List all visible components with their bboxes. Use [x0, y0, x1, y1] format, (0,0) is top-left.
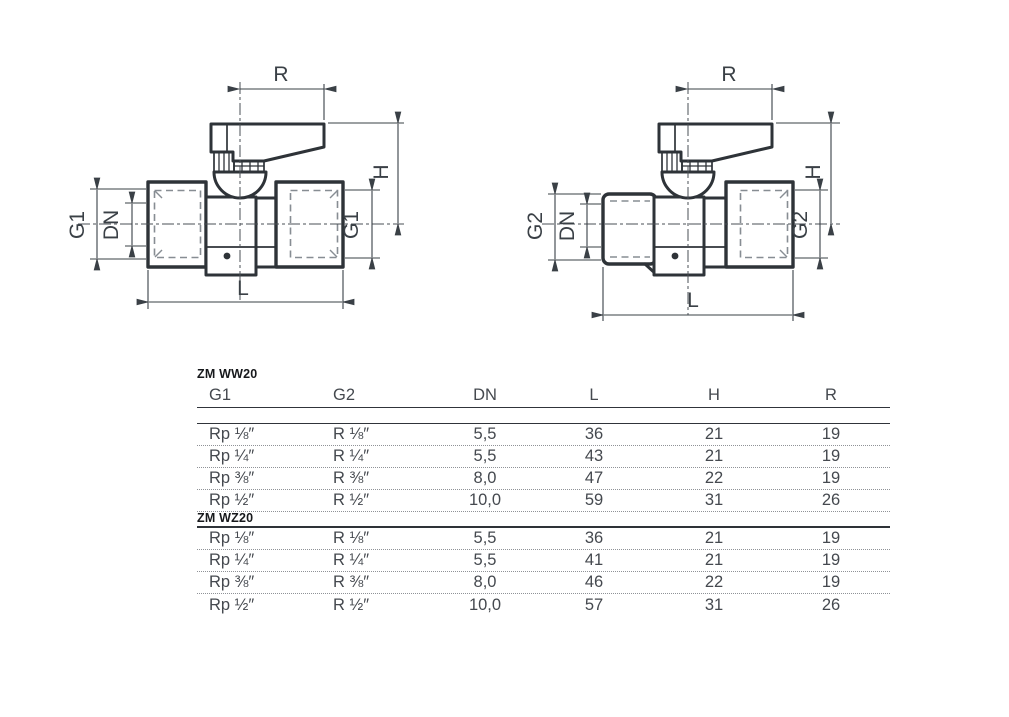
- cell-h: 31: [704, 595, 724, 614]
- male-threaded-port: [603, 194, 656, 264]
- dim-label-dn: DN: [556, 210, 579, 242]
- dim-label-dn: DN: [100, 209, 123, 241]
- cell-g2: R ⅜″: [333, 573, 370, 591]
- dimension-dn: [556, 204, 601, 247]
- valve-ww20-drawing: [66, 63, 404, 309]
- cell-r: 26: [821, 595, 841, 614]
- table-row: [197, 572, 890, 594]
- cell-h: 22: [704, 469, 724, 487]
- valve-body: [148, 124, 343, 275]
- valve-handle: [659, 124, 772, 161]
- cell-h: 21: [704, 447, 724, 465]
- cell-l: 46: [584, 573, 604, 591]
- dim-label-h: H: [802, 164, 825, 180]
- dimension-r: [240, 63, 324, 120]
- dim-label-r: R: [721, 63, 737, 86]
- dim-label-r: R: [273, 63, 289, 86]
- header-spacer: [197, 408, 890, 424]
- cell-l: 43: [584, 447, 604, 465]
- cell-dn: 5,5: [473, 529, 497, 547]
- table-row: [197, 594, 890, 616]
- cell-l: 57: [584, 595, 604, 614]
- dim-label-h: H: [370, 164, 393, 180]
- valve-wz20-drawing: [524, 63, 840, 321]
- cell-dn: 5,5: [473, 425, 497, 443]
- table-row: [197, 490, 890, 512]
- valve-technical-drawing: [0, 0, 1009, 345]
- cell-g2: R ⅛″: [333, 425, 370, 443]
- cell-g1: Rp ½″: [209, 595, 255, 614]
- valve-handle: [211, 124, 324, 161]
- col-header-dn: DN: [473, 386, 497, 404]
- cell-g1: Rp ⅛″: [209, 425, 255, 443]
- table-header-row: [197, 384, 890, 408]
- cell-g2: R ⅛″: [333, 529, 370, 547]
- cell-g2: R ¼″: [333, 447, 370, 465]
- table-row: [197, 550, 890, 572]
- table-row: [197, 468, 890, 490]
- cell-r: 19: [821, 447, 841, 465]
- col-header-g1: G1: [209, 386, 232, 404]
- section-title-wz20: ZM WZ20: [197, 512, 890, 528]
- cell-g2: R ½″: [333, 491, 370, 509]
- cell-g2: R ½″: [333, 595, 370, 614]
- drain-hole-icon: [224, 253, 231, 260]
- col-header-g2: G2: [333, 386, 356, 404]
- cell-g1: Rp ⅛″: [209, 529, 255, 547]
- center-body: [654, 197, 704, 275]
- cell-h: 21: [704, 551, 724, 569]
- connector-neck: [256, 198, 276, 267]
- cell-r: 19: [821, 425, 841, 443]
- cell-dn: 8,0: [473, 573, 497, 591]
- cell-r: 19: [821, 573, 841, 591]
- dim-label-g1-right: G1: [340, 210, 363, 240]
- table-row: [197, 424, 890, 446]
- cell-g1: Rp ¼″: [209, 447, 255, 465]
- cell-h: 31: [704, 491, 724, 509]
- cell-l: 47: [584, 469, 604, 487]
- table-row: [197, 446, 890, 468]
- cell-dn: 8,0: [473, 469, 497, 487]
- cell-dn: 5,5: [473, 447, 497, 465]
- dim-label-g2-right: G2: [789, 210, 812, 240]
- dim-label-l: L: [237, 277, 249, 300]
- dimension-r: [688, 63, 772, 120]
- section-title-ww20: ZM WW20: [197, 367, 258, 381]
- cell-l: 59: [584, 491, 604, 509]
- cell-dn: 10,0: [468, 595, 502, 614]
- cell-g1: Rp ¼″: [209, 551, 255, 569]
- cell-h: 22: [704, 573, 724, 591]
- drain-hole-icon: [672, 253, 679, 260]
- center-body: [206, 197, 256, 275]
- cell-g1: Rp ⅜″: [209, 573, 255, 591]
- col-header-r: R: [825, 386, 837, 404]
- cell-r: 26: [821, 491, 841, 509]
- dimension-table: [197, 362, 890, 616]
- cell-g2: R ⅜″: [333, 469, 370, 487]
- cell-g1: Rp ½″: [209, 491, 255, 509]
- cell-dn: 5,5: [473, 551, 497, 569]
- cell-r: 19: [821, 529, 841, 547]
- dim-label-l: L: [687, 289, 699, 312]
- cell-dn: 10,0: [468, 491, 502, 509]
- connector-neck: [704, 198, 726, 267]
- cell-g2: R ¼″: [333, 551, 370, 569]
- cell-l: 36: [584, 425, 604, 443]
- cell-g1: Rp ⅜″: [209, 469, 255, 487]
- valve-body: [603, 124, 793, 275]
- cell-h: 21: [704, 529, 724, 547]
- cell-l: 36: [584, 529, 604, 547]
- cell-r: 19: [821, 469, 841, 487]
- col-header-l: L: [589, 386, 599, 404]
- cell-r: 19: [821, 551, 841, 569]
- cell-h: 21: [704, 425, 724, 443]
- dim-label-g1-left: G1: [66, 210, 89, 240]
- dim-label-g2-left: G2: [524, 211, 547, 241]
- cell-l: 41: [584, 551, 604, 569]
- col-header-h: H: [708, 386, 720, 404]
- table-row: [197, 528, 890, 550]
